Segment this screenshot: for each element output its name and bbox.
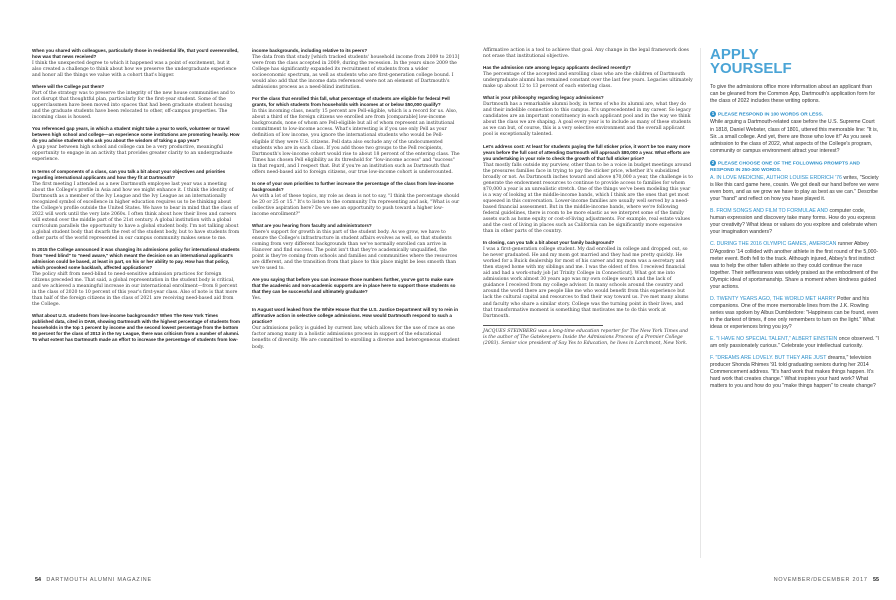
prompt-option-text: computer code, human expression and discovery take many forms. How do you express your creativity? What ideas or values do you explore and celebrate when your imagination wanders? [710,208,877,236]
prompt-option-lead: C. DURING THE 2016 OLYMPIC GAMES, AMERICAN [710,241,837,248]
interview-question: For the class that enrolled this fall, what percentage of students are eligible for federal Pell grants, for which students from households with incomes at or below $50,000 qualify? [252,96,450,108]
interview-question: What is your philosophy regarding legacy admissions? [483,95,604,101]
article-column-1 [32,48,240,344]
interview-answer: The data from that study [which tracked students' household income from 2009 to 2013] were from the class accepted in 2009, during the recession. In the years since 2009 the College has significantly expanded its recruitment of students from a wider socioeconomic spectrum, as well as students who are first-generation college bound. I would also add that the income data referenced were not an element of Dartmouth's admissions process as a need-blind institution. [252,55,460,91]
sidebar-title [710,48,880,76]
prompt-option-text: writes, "Society is like this card game here, cousin. We got dealt our hand before we were even born, and as we grow we have to play as best as we can." Describe your "hand" and reflect on how you have played it. [710,175,879,203]
prompt-option-lead: E. "I HAVE NO SPECIAL TALENT," ALBERT EINSTEIN [710,336,838,343]
interview-question: In terms of components of a class, can you talk a bit about your objectives and priorities regarding international applicants and how they fit at Dartmouth? [32,168,226,180]
prompt-option-text: runner Abbey D'Agostino '14 collided with another athlete in the first round of the 5,000-meter event. Both fell to the track. Although injured, Abbey's first instinct was to help the other fallen athlete so they could continue the race together. Their selflessness was widely praised as the embodiment of the Olympic ideal of sportsmanship. Share a moment when kindness guided your actions. [710,241,879,290]
interview-question: income backgrounds, including relative to its peers? [252,48,368,53]
interview-answer: That mostly falls outside my purview, other than to be a voice in budget meetings around the pressures families face in trying to pay the sticker price, whether it's subsidized broadly or not. As Dartmouth inches toward and above $70,000 a year, the challenge is to generate the endowment resources to continue to provide access to families for whom $70,000 a year is an unrealistic stretch. One of the things we've been modeling this year is a way of looking at the middle-income bands, which I think are the ones that get most squeezed in this conversation. Lower-income families are usually well served by a need-based financial assessment. But in the middle-income bands, where we're following federal guidelines, there is room to be more elastic as we interpret some of the family assets such as home equity or cost-of-living adjustments. For example, real estate values and the cost of living in places such as California can be significantly more expensive than in other parts of the country. [483,162,693,235]
article-column-3 [483,48,693,352]
interview-answer: In this incoming class, nearly 15 percent are Pell-eligible, which is a record for us. Also, about a third of the foreign citizens we enrolled are from [comparable] low-income backgrounds, none of whom are Pell-eligible but all of whom represent an institutional commitment to low-income access. What's interesting is if you use only Pell as your definition of low income, you ignore the international students who would be Pell-eligible if they were U.S. citizens. Pell data also exclude any of the undocumented students who are in each class. If you add those two groups to the Pell recipients, Dartmouth's low-income cohort would rise to about 18 percent of the entering class. The Times has chosen Pell eligibility as its threshold for "low-income access" and "success" in that regard, and I respect that. But if you're an institution such as Dartmouth that offers need-based aid to foreign citizens, our true low-income cohort is undercounted. [252,109,460,175]
apply-yourself-sidebar [710,48,880,395]
prompt-1-heading-text: PLEASE RESPOND IN 100 WORDS OR LESS. [718,112,824,118]
interview-question: Let's address cost: At least for students paying the full sticker price, it won't be too many more years before the full cost of attending Dartmouth will approach $80,000 a year. What efforts are you undertaking in your role to check the growth of that full sticker price? [483,143,691,161]
footer-left [32,577,152,583]
prompt-option-lead: D. TWENTY YEARS AGO, THE WORLD MET HARRY [710,295,836,302]
interview-answer: Dartmouth has a remarkable alumni body, in terms of who its alumni are, what they do and their indelible connection to this campus. It's unprecedented in my career. So legacy candidates are an important constituency in each applicant pool and in the way we think about the class we are shaping. A goal every year is to include as many of these students as we can but, of course, this is a very selective environment and the overall applicant pool is exceptionally talented. [483,102,692,138]
interview-answer: The first meeting I attended as a new Dartmouth employee last year was a meeting about the College's profile in Asia and how we might enhance it. I think the identity of Dartmouth as a member of the Ivy League and the Ivy League as an internationally recognized symbol of excellence in higher education requires us to be thinking about the College's profile outside the United States. We have to bear in mind that the class of 2022 will work until the very late 2060s. I often think about how their lives and careers will extend over the middle part of the 21st century. A global institution with a global curriculum parallels the opportunity to have a global student body. I'm not talking about a global student body that dwarfs the rest of the student body, but to have students from other parts of the world represented in our campus community makes sense to me. [32,181,240,241]
prompt-option [710,336,880,350]
prompt-2-heading-text: PLEASE CHOOSE ONE OF THE FOLLOWING PROMPTS AND RESPOND IN 250-300 WORDS. [710,161,860,174]
prompt-option-text: once observed. "I am only passionately curious." Celebrate your intellectual curiosity. [710,336,879,350]
interview-answer: There's support for growth in this part of the student body. As we grow, we have to ensure the College's infrastructure in student affairs evolves as well, so that students coming from very different backgrounds than we've normally enrolled can arrive in Hanover and find success. The point isn't that they're academically unqualified, the point is they're coming from schools and families and communities where the resources are different, and the transition from that place to this place might be less smooth than we're used to. [252,229,458,272]
interview-question: In closing, can you talk a bit about your family background? [483,240,615,246]
interview-question: What about U.S. students from low-income backgrounds? When The New York Times published data, cited in DAM, showing Dartmouth with the highest percentage of students from households in the top 1 percent by income and the second lowest percentage from the bottom 60 percent for the class of 2013 in the Ivy League, there was criticism from a number of alumni. To what extent has Dartmouth made an effort to increase the percentage of students from low- [32,313,241,343]
interview-answer: Part of the strategy was to preserve the integrity of the new house communities and to not disrupt that thoughtful plan, particularly for the first-year student. Some of the upperclassmen have been moved into spaces that had been graduate student housing and the graduate students have been relocated to other, off-campus properties. The incoming class is housed. [32,91,235,121]
interview-question: What are you hearing from faculty and administrators? [252,222,372,228]
author-bio: JACQUES STEINBERG was a long-time education reporter for The New York Times and is the author of The Gatekeepers: Inside the Admissions Process of a Premier College (2003). Senior vice president of Say Yes to Education, he lives in Larchmont, New York. [483,328,689,346]
interview-answer: I was a first-generation college student. My dad enrolled in college and dropped out, so he never graduated. He and my mom got married and they had me pretty quickly. He worked for a Buick dealership for most of his career and my mom was a secretary and then stayed home with my siblings and me. I was the oldest of five. I received financial aid and had a work-study job [at Trinity College in Connecticut]. What got me into admissions work almost 30 years ago was my own college search and the lack of guidance I received from my college advisor. In many schools around the country and around the world there are people like me who would benefit from this experience but lack the cultural capital and resources to find their way toward us. I've met many alums and faculty who share a similar story. College was the turning point in their lives, and that transformative moment is something that motivates me to do this work at Dartmouth. [483,247,689,319]
prompt-option-text: dreams," television producer Shonda Rhimes '91 told graduating seniors during her 2014 Commencement address. "It's hard work that makes things happen. It's hard work that creates change." What inspires your hard work? What matters to you and how do you "make things happen" to create change? [710,355,876,390]
page-number-right: 55 [873,577,879,583]
sidebar-intro: To give the admissions office more information about an applicant than can be gleaned from the Common App, Dartmouth's application form for the class of 2022 includes these writing options. [710,84,876,105]
interview-answer: Our admissions policy is guided by current law, which allows for the use of race as one factor among many in a holistic admissions process in support of the educational benefits of diversity. We are committed to enrolling a diverse and heterogeneous student body. [252,326,460,350]
prompt-option [710,241,880,290]
interview-question: In August word leaked from the White House that the U.S. Justice Department will try to rein in affirmative action in selective college admissions. How would Dartmouth respond to such a practice? [252,307,459,325]
interview-answer: I think the unexpected degree to which it happened was a point of excitement, but it also created a challenge to think about how we preserve the undergraduate experience and honor all the things we value with a cohort that's bigger. [32,61,237,79]
qa-block-group [483,48,693,320]
prompt-option-text: Potter and his companions. One of the more memorable lines from the J.K. Rowling series was spoken by Albus Dumbledore: "Happiness can be found, even in the darkest of times, if one only remembers to turn on the light." What ideas or experiences bring you joy? [710,295,879,330]
sidebar-title-line1: APPLY [710,46,759,63]
interview-question: In 2015 the College announced it was changing its admissions policy for international students from "need blind" to "need aware," which meant the decision on an international applicant's admission could be based, at least in part, on his or her ability to pay. How has that policy, which provoked some backlash, affected applications? [32,246,240,270]
interview-answer: The percentage of the accepted and enrolling class who are the children of Dartmouth undergraduate alumni has remained constant over the last few years. Legacies ultimately make up about 12 to 13 percent of each entering class. [483,72,693,90]
footer-right [774,577,882,583]
number-badge-icon: 1 [711,111,715,117]
interview-answer: Affirmative action is a tool to achieve that goal. Any change in the legal framework does not erase that institutional objective. [483,48,689,60]
interview-question: You referenced gap years, in which a student might take a year to work, volunteer or travel between high school and college—an experience some institutions are promoting heavily. How do you advise students who ask you about the wisdom of taking a gap year? [32,126,240,144]
interview-question: Has the admission rate among legacy applicants declined recently? [483,65,631,71]
prompt-option [710,355,880,390]
prompt-2-heading [710,160,880,174]
prompt-option-lead: F. "DREAMS ARE LOVELY. BUT THEY ARE JUST [710,355,827,362]
interview-question: Are you saying that before you can increase those numbers further, you've got to make sure that the academic and non-academic supports are in place here to support those students so that they can be successful and ultimately graduate? [252,277,456,295]
interview-answer: As with a lot of these topics, my role as dean is not to say, "I think the percentage should be 20 or 25 or 15." It's to listen to the community I'm representing and ask, "What is our collective aspiration here? Do we see an opportunity to push toward a higher low-income enrollment?" [252,193,460,217]
prompt-option-lead: B. FROM SONGS AND FILM TO FORMULAE AND [710,208,828,215]
prompt-options-list [710,175,880,390]
magazine-name: DARTMOUTH ALUMNI MAGAZINE [46,577,152,583]
prompt-option [710,208,880,236]
interview-question: Where will the College put them? [32,84,105,90]
interview-question: Is one of your own priorities to further increase the percentage of the class from low-income backgrounds? [252,180,454,192]
interview-answer: Yes. [252,296,262,302]
prompt-option-lead: A. IN LOVE MEDICINE, AUTHOR LOUISE ERDRICH '76 [710,175,842,182]
number-badge-icon: 2 [711,159,715,165]
interview-answer: A gap year between high school and college can be a very productive, meaningful opportunity to engage in an activity that provides greater clarity to an undergraduate experience. [32,145,233,163]
sidebar-title-line2: YOURSELF [710,60,792,77]
prompt-option [710,296,880,331]
page-number-left: 54 [35,577,41,583]
prompt-option [710,175,880,203]
author-divider [483,325,603,326]
sidebar-divider [700,48,701,558]
interview-question: When you shared with colleagues, particularly those in residential life, that you'd overenrolled, how was that news received? [32,48,239,59]
issue-date: NOVEMBER/DECEMBER 2017 [773,577,868,583]
article-column-2 [252,48,460,356]
prompt-1-body: While arguing a Dartmouth-related case before the U.S. Supreme Court in 1818, Daniel Webster, class of 1801, uttered this memorable line: "It is, Sir...a small college. And yet, there are those who love it!" As you seek admission to the class of 2022, what aspects of the College's program, community or campus environment attract your interest? [710,119,879,154]
interview-answer: The policy shift from need-blind to need-sensitive admission practices for foreign citizens preceded me. That said, a global representation in the student body is critical, and we achieved a meaningful increase in our international enrollment—from 8 percent in the class of 2020 to 10 percent of this year's first-year class. Also of note is that more than half of the foreign citizens in the class of 2021 are receiving need-based aid from the College. [32,271,238,308]
prompt-1-heading [710,111,880,118]
